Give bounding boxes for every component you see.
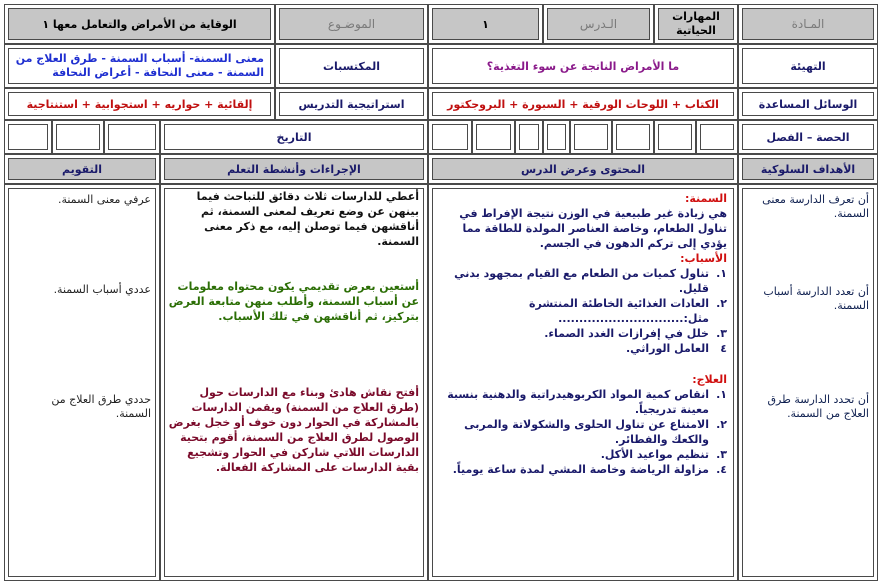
period-slot-1	[696, 120, 738, 154]
period-slot-8	[428, 120, 472, 154]
lesson-label: الـدرس	[579, 17, 618, 31]
content-header-cell	[428, 154, 738, 184]
evaluation-1: عرفي معنى السمنة.	[57, 193, 151, 206]
treatment-title: العلاج:	[692, 373, 727, 386]
procedures-column	[160, 184, 428, 581]
list-item: ٢. الامتناع عن تناول الحلوى والشكولاتة والمربى والكعك والفطائر.	[464, 418, 727, 446]
period-slot-2	[654, 120, 696, 154]
period-label-cell	[738, 120, 878, 154]
date-slot-1	[104, 120, 160, 154]
content-header: المحتوى وعرض الدرس	[520, 162, 646, 176]
subject-value-cell	[654, 4, 738, 44]
list-item: ٣. تنظيم مواعيد الأكل.	[600, 448, 727, 461]
strategy-label: استراتيجية التدريس	[298, 97, 405, 111]
acquired-value: معنى السمنة- أسباب السمنة - طرق العلاج من السمنة - معنى النحافة - أعراض النحافة	[15, 52, 264, 79]
date-label: التاريخ	[276, 130, 312, 144]
content-column	[428, 184, 738, 581]
period-slot-5	[543, 120, 570, 154]
aids-label-cell	[738, 88, 878, 120]
list-item: مثل:..............................	[558, 312, 709, 325]
obesity-title: السمنة:	[684, 192, 727, 205]
lesson-label-cell	[543, 4, 654, 44]
topic-value: الوقاية من الأمراض والتعامل معها ١	[42, 17, 237, 31]
procedure-3: أفتح نقاش هادئ وبناء مع الدارسات حول (طرق العلاج من السمنة) ويقمن الدارسات بالمشاركة في الحوار دون خوف أو خجل بغرض الوصول لطرق العلاج من السمنة، أقوم بتحية الدارسات اللاتي شاركن في الحوار وتشجيع بقية الدارسات على المشاركة الفعالة.	[168, 386, 419, 474]
list-item: ١. انقاص كمية المواد الكربوهيدراتية والدهنية بنسبة معينة تدريجياً.	[447, 388, 727, 416]
causes-title: الأسباب:	[680, 252, 727, 265]
aids-value: الكتاب + اللوحات الورقية + السبورة + البروجكتور	[447, 97, 719, 111]
procedures-header: الإجراءات وأنشطة التعلم	[227, 162, 361, 176]
period-label: الحصة – الفصل	[766, 130, 850, 144]
intro-value: ما الأمراض الناتجة عن سوء التغذية؟	[486, 59, 680, 73]
subject-value: المهارات الحياتية	[672, 10, 720, 37]
strategy-label-cell	[275, 88, 428, 120]
list-item: ٤. مزاولة الرياضة وخاصة المشي لمدة ساعة يومياً.	[452, 463, 727, 476]
objective-3: أن تحدد الدارسة طرق العلاج من السمنة.	[767, 393, 869, 420]
list-item: ٣. خلل في إفرازات الغدد الصماء.	[544, 327, 727, 340]
aids-value-cell	[428, 88, 738, 120]
topic-label-cell	[275, 4, 428, 44]
obesity-definition: هي زيادة غير طبيعية في الوزن نتيجة الإفراط في تناول الطعام، وخاصة العناصر المولدة للطاقة مما يؤدي إلى تركم الدهون في الجسم.	[459, 207, 727, 250]
intro-label-cell	[738, 44, 878, 88]
evaluation-2: عددي أسباب السمنة.	[53, 283, 151, 296]
evaluation-3: حددي طرق العلاج من السمنة.	[51, 393, 151, 420]
acquired-label: المكتسبات	[322, 59, 381, 73]
causes-list	[437, 266, 727, 356]
evaluation-column	[4, 184, 160, 581]
date-slot-2	[52, 120, 104, 154]
period-slot-6	[515, 120, 543, 154]
subject-label: المـادة	[791, 17, 825, 31]
list-item: ٢. العادات الغذائية الخاطئة المنتشرة	[529, 297, 727, 310]
date-slot-3	[4, 120, 52, 154]
period-slot-7	[472, 120, 515, 154]
strategy-value: إلقائية + حواريه + استجوابية + استنتاجية	[26, 97, 253, 111]
treatment-list	[437, 387, 727, 477]
evaluation-header: التقويم	[62, 162, 102, 176]
strategy-value-cell	[4, 88, 275, 120]
intro-label: التهيئة	[790, 59, 826, 73]
subject-label-cell	[738, 4, 878, 44]
content-body	[437, 191, 727, 477]
period-slot-4	[570, 120, 612, 154]
procedure-2: أستعين بعرض تقديمي يكون محتواه معلومات عن أسباب السمنة، وأطلب منهن متابعة العرض بتركيز، ثم أناقشهن في تلك الأسباب.	[168, 280, 419, 323]
objectives-header-cell	[738, 154, 878, 184]
list-item: ١. تناول كميات من الطعام مع القيام بمجهود بدني قليل.	[454, 267, 727, 295]
objective-2: أن تعدد الدارسة أسباب السمنة.	[763, 285, 869, 312]
intro-value-cell	[428, 44, 738, 88]
evaluation-header-cell	[4, 154, 160, 184]
topic-label: الموضـوع	[327, 17, 376, 31]
period-slot-3	[612, 120, 654, 154]
list-item: ٤ العامل الوراثي.	[625, 342, 727, 355]
procedures-header-cell	[160, 154, 428, 184]
objectives-column	[738, 184, 878, 581]
procedure-1: أعطي للدارسات ثلاث دقائق للتباحث فيما بينهن عن وضع تعريف لمعنى السمنة، ثم أناقشهن فيما توصلن إليه، مع ذكر معنى السمنة.	[196, 190, 419, 248]
objectives-header: الأهداف السلوكية	[760, 162, 856, 176]
acquired-label-cell	[275, 44, 428, 88]
lesson-value: ١	[482, 17, 489, 31]
objective-1: أن تعرف الدارسة معنى السمنة.	[762, 193, 869, 220]
lesson-value-cell	[428, 4, 543, 44]
date-label-cell	[160, 120, 428, 154]
topic-value-cell	[4, 4, 275, 44]
aids-label: الوسائل المساعدة	[758, 97, 858, 111]
acquired-value-cell	[4, 44, 275, 88]
